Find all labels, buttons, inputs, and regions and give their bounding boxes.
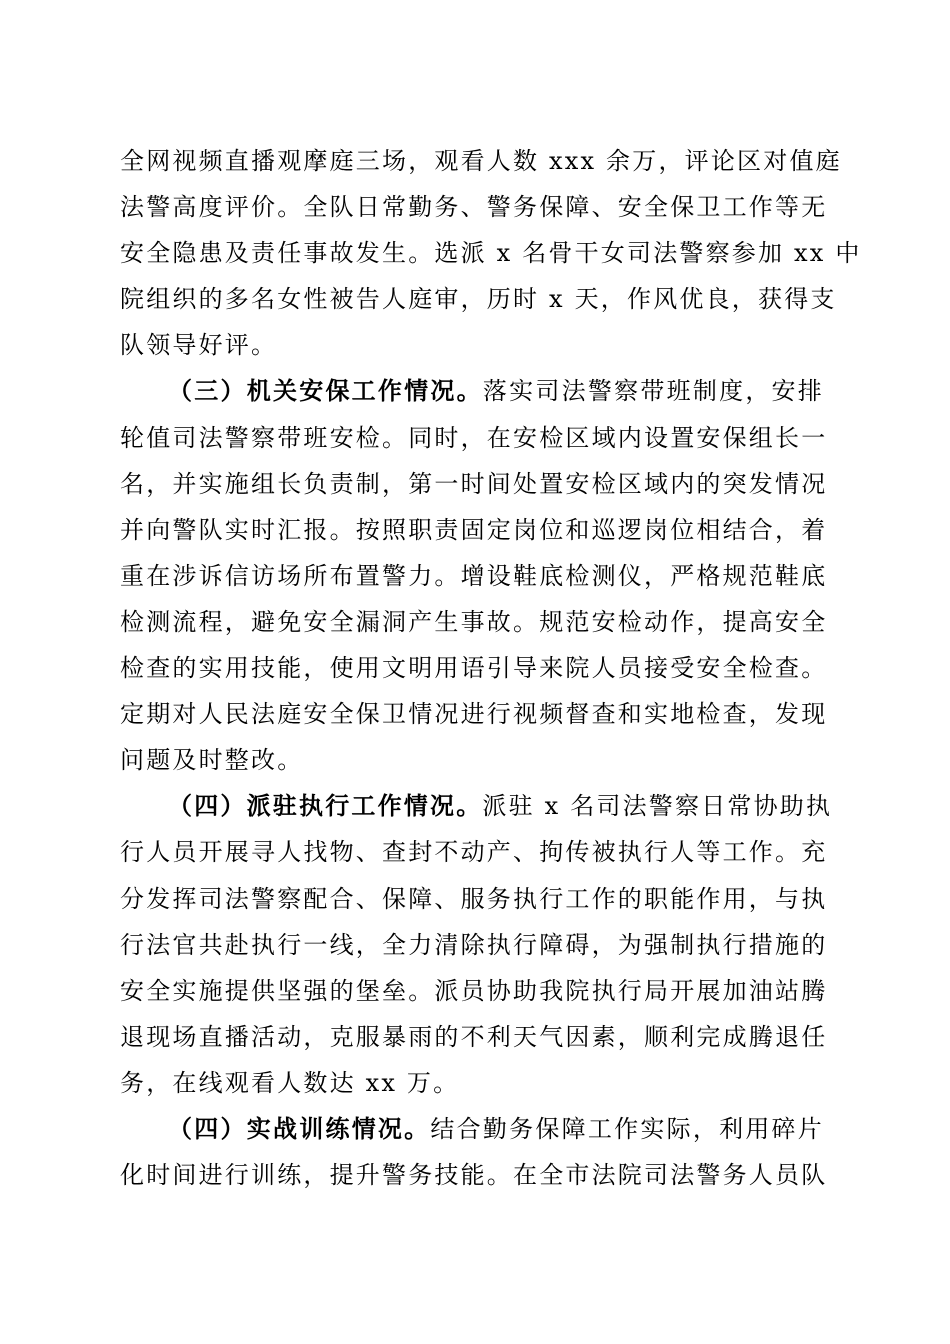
section-heading: （四）实战训练情况。 [168, 1113, 431, 1143]
text-line-first [120, 783, 833, 829]
document-body [120, 138, 862, 1198]
text-run: 结合勤务保障工作实际，利用碎片 [430, 1114, 825, 1143]
section-heading: （四）派驻执行工作情况。 [168, 791, 483, 821]
text-line: 务，在线观看人数达 xx 万。 [120, 1068, 460, 1097]
section-heading: （三）机关安保工作情况。 [168, 376, 483, 406]
text-line: 退现场直播活动，克服暴雨的不利天气因素，顺利完成腾退任 [120, 1022, 828, 1051]
text-line: 法警高度评价。全队日常勤务、警务保障、安全保卫工作等无 [120, 193, 828, 222]
text-line: 定期对人民法庭安全保卫情况进行视频督查和实地检查，发现 [120, 700, 828, 729]
text-run: 派驻 x 名司法警察日常协助执 [482, 792, 833, 821]
text-line: 队领导好评。 [120, 331, 278, 360]
text-line: 轮值司法警察带班安检。同时，在安检区域内设置安保组长一 [120, 423, 828, 452]
text-line: 院组织的多名女性被告人庭审，历时 x 天，作风优良，获得支 [120, 285, 837, 314]
text-line: 行人员开展寻人找物、查封不动产、拘传被执行人等工作。充 [120, 838, 828, 867]
paragraph-1 [120, 138, 862, 368]
text-line: 全网视频直播观摩庭三场，观看人数 xxx 余万，评论区对值庭 [120, 147, 842, 175]
text-line-first [120, 368, 824, 414]
text-line: 检测流程，避免安全漏洞产生事故。规范安检动作，提高安全 [120, 607, 828, 636]
paragraph-3 [120, 783, 833, 1106]
text-line: 名，并实施组长负责制，第一时间处置安检区域内的突发情况 [120, 469, 828, 498]
text-line-first [120, 1106, 824, 1152]
text-line: 化时间进行训练，提升警务技能。在全市法院司法警务人员队 [120, 1161, 828, 1190]
text-line: 检查的实用技能，使用文明用语引导来院人员接受安全检查。 [120, 654, 828, 683]
text-line: 行法官共赴执行一线，全力清除执行障碍，为强制执行措施的 [120, 930, 828, 959]
paragraph-4 [120, 1106, 828, 1198]
paragraph-2 [120, 368, 828, 783]
text-run: 落实司法警察带班制度，安排 [482, 377, 824, 406]
text-line: 重在涉诉信访场所布置警力。增设鞋底检测仪，严格规范鞋底 [120, 561, 828, 590]
text-line: 分发挥司法警察配合、保障、服务执行工作的职能作用，与执 [120, 884, 828, 913]
text-line: 安全实施提供坚强的堡垒。派员协助我院执行局开展加油站腾 [120, 976, 828, 1005]
text-line: 问题及时整改。 [120, 746, 304, 775]
text-line: 安全隐患及责任事故发生。选派 x 名骨干女司法警察参加 xx 中 [120, 239, 862, 268]
text-line: 并向警队实时汇报。按照职责固定岗位和巡逻岗位相结合，着 [120, 515, 828, 544]
